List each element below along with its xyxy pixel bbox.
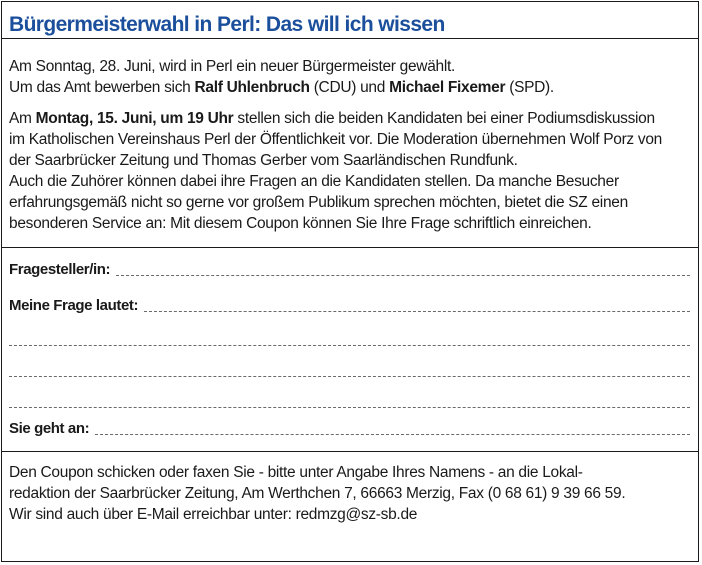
recipient-label: Sie geht an: [9,420,90,437]
intro-line-1: Am Sonntag, 28. Juni, wird in Perl ein neuer Bürgermeister gewählt. [9,58,455,75]
questioner-write-line[interactable] [116,274,690,276]
candidate-cdu: Ralf Uhlenbruch [194,79,310,96]
event-paragraph [2,108,698,234]
question-field[interactable] [2,297,698,315]
footer-line-1: Den Coupon schicken oder faxen Sie - bitte unter Angabe Ihres Namens - an die Lokal- [9,464,583,481]
event-line-4: Auch die Zuhörer können dabei ihre Fragen an die Kandidaten stellen. Da manche Besucher [9,173,619,190]
event-line-3: der Saarbrücker Zeitung und Thomas Gerber vom Saarländischen Rundfunk. [9,152,518,169]
intro-text: (SPD). [505,79,554,96]
questioner-field[interactable] [2,261,698,279]
event-line-2: im Katholischen Vereinshaus Perl der Öffentlichkeit vor. Die Moderation übernehmen Wolf Porz von [9,131,662,148]
questioner-label: Fragesteller/in: [9,261,111,278]
form-top-divider [2,247,698,248]
question-blank-line-2[interactable] [9,376,690,377]
recipient-write-line[interactable] [95,433,690,435]
question-coupon [1,1,699,562]
footer-line-3: Wir sind auch über E-Mail erreichbar unter: redmzg@sz-sb.de [9,506,418,523]
event-date-time: Montag, 15. Juni, um 19 Uhr [35,110,234,127]
event-line-6: besonderen Service an: Mit diesem Coupon können Sie Ihre Frage schriftlich einreichen. [9,215,592,232]
intro-text: (CDU) und [309,79,390,96]
candidate-spd: Michael Fixemer [389,79,506,96]
footer-divider [2,451,698,452]
intro-paragraph [2,56,698,98]
recipient-field[interactable] [2,420,698,438]
event-text: stellen sich die beiden Kandidaten bei einer Podiumsdiskussion [233,110,655,127]
question-blank-line-1[interactable] [9,345,690,346]
footer-line-2: redaktion der Saarbrücker Zeitung, Am Werthchen 7, 66663 Merzig, Fax (0 68 61) 9 39 66 59. [9,485,626,502]
coupon-title: Bürgermeisterwahl in Perl: Das will ich wissen [9,13,445,36]
footer-paragraph [2,462,698,525]
question-write-line[interactable] [144,310,690,312]
question-blank-line-3[interactable] [9,407,690,408]
title-divider [2,38,698,39]
intro-line-2 [9,77,698,98]
question-label: Meine Frage lautet: [9,297,139,314]
event-line-5: erfahrungsgemäß nicht so gerne vor großem Publikum sprechen möchten, bietet die SZ einen [9,194,628,211]
intro-text: Um das Amt bewerben sich [9,79,195,96]
event-text: Am [9,110,36,127]
event-line-1 [9,108,698,129]
